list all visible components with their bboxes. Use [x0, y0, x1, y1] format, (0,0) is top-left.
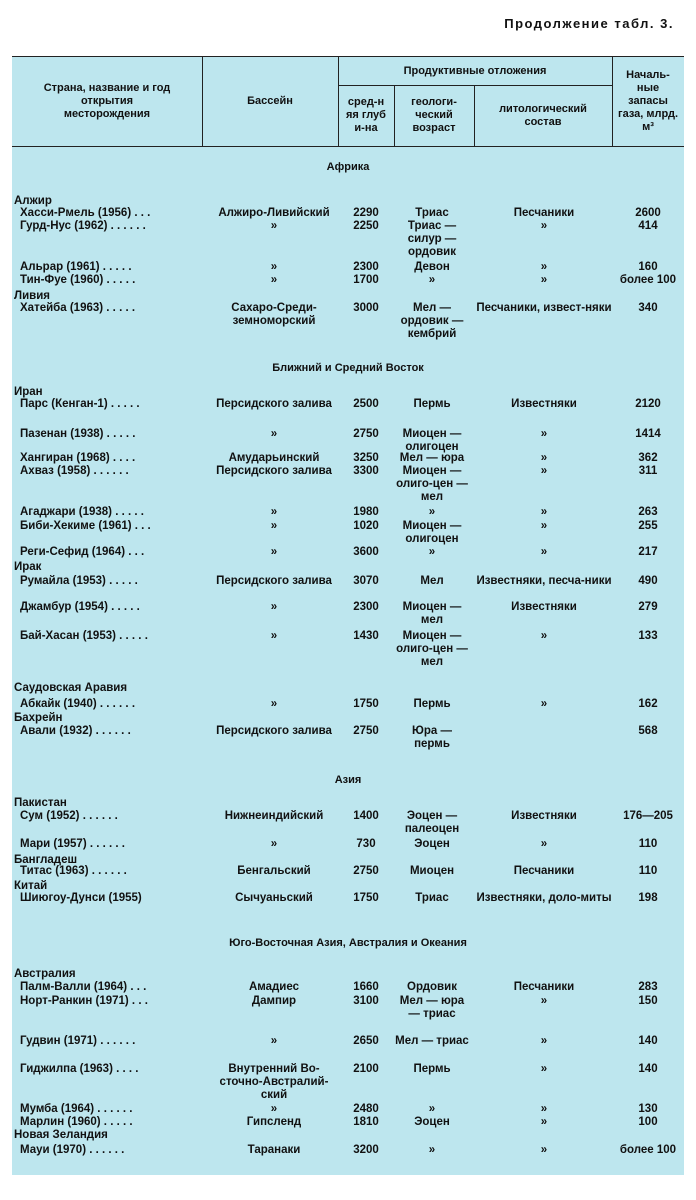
table-caption: Продолжение табл. 3.	[504, 16, 674, 31]
country-libya: Ливия	[14, 290, 50, 302]
region-asia: Азия	[334, 774, 362, 786]
country-china: Китай	[14, 880, 48, 892]
country-australia: Австралия	[14, 968, 76, 980]
country-nz: Новая Зеландия	[14, 1129, 108, 1141]
header-reserves: Началь-ные запасы газа, млрд. м³	[618, 69, 678, 133]
country-pakistan: Пакистан	[14, 797, 67, 809]
header-depth: сред-няя глуби-на	[346, 96, 386, 134]
region-sea: Юго-Восточная Азия, Австралия и Океания	[229, 937, 467, 949]
gas-fields-table: Страна, название и год открытия месторождения Бассейн Продуктивные отложения сред-няя глуби-на геологи-ческий возраст литологический состав Началь-ные запасы газа, млрд. м³ Африка Алжир Ливия Ближний и Средний Восток Иран Ирак Саудовская Аравия Бахрейн Азия Пакистан Бангладеш Китай Юго-Восточная Азия, Австралия и Океания Австралия Новая Зеландия Хасси-Рмель (1956) . . . Алжиро-Ливийский 2290 Триас Песчаники 2600 Гурд-Нус (1962) . . . . . . » 2250 Триас — силур — ордовик » 414 Альрар (1961) . . . . . » 2300 Девон » 160 Тин-Фуе (1960) . . . . . » 1700 » » более 100 Хатейба (1963) . . . . . Сахаро-Среди-земноморский 3000 Мел — ордовик — кембрий Песчаники, извест-няки 340 Парс (Кенган-1) . . . . . Персидского залива 2500 Пермь Известняки 2120 Пазенан (1938) . . . . . » 2750 Миоцен — олигоцен » 1414 Хангиран (1968) . . . . Амударьинский 3250 Мел — юра » 362 Ахваз (1958) . . . . . . Персидского залива 3300 Миоцен — олиго-цен — мел » 311 Агаджари (1938) . . . . . » 1980 » » 263 Биби-Хекиме (1961) . . . » 1020 Миоцен — олигоцен » 255 Реги-Сефид (1964) . . . » 3600 » » 217 Румайла (1953) . . . . . Персидского залива 3070 Мел Известняки, песча-ники 490 Джамбур (1954) . . . . . » 2300 Миоцен — мел Известняки 279 Бай-Хасан (1953) . . . . . » 1430 Миоцен — олиго-цен — мел » 133 Абкайк (1940) . . . . . . » 1750 Пермь » 162 Авали (1932) . . . . . . Персидского залива 2750 Юра — пермь 568 Сум (1952) . . . . . . Нижнеиндийский 1400 Эоцен — палеоцен Известняки 176—205 Мари (1957) . . . . . . » 730 Эоцен » 110 Титас (1963) . . . . . . Бенгальский 2750 Миоцен Песчаники 110 Шиюгоу-Дунси (1955) Сычуаньский 1750 Триас Известняки, доло-миты 198 Палм-Валли (1964) . . . Амадиес 1660 Ордовик Песчаники 283 Норт-Ранкин (1971) . . . Дампир 3100 Мел — юра — триас » 150 Гудвин (1971) . . . . . . » 2650 Мел — триас » 140 Гиджилпа (1963) . . . . Внутренний Во-сточно-Австралий-ский 2100 Пермь » 140 Мумба (1964) . . . . . . » 2480 » » 130 Марлин (1960) . . . . . Гипсленд 1810 Эоцен » 100 Мауи (1970) . . . . . . Таранаки 3200 » » более 100	[12, 56, 684, 1175]
region-mideast: Ближний и Средний Восток	[272, 362, 424, 374]
country-iraq: Ирак	[14, 561, 42, 573]
header-field: Страна, название и год открытия месторождения	[43, 82, 171, 120]
header-litho: литологический состав	[499, 102, 587, 128]
country-algeria: Алжир	[14, 195, 52, 207]
region-africa: Африка	[326, 161, 370, 173]
country-iran: Иран	[14, 386, 43, 398]
country-bangladesh: Бангладеш	[14, 854, 78, 866]
country-bahrain: Бахрейн	[14, 712, 63, 724]
header-age: геологи-ческий возраст	[411, 96, 457, 134]
header-basin: Бассейн	[247, 95, 293, 107]
table-header	[12, 57, 684, 147]
header-productive: Продуктивные отложения	[403, 64, 547, 77]
country-saudi: Саудовская Аравия	[14, 682, 128, 694]
